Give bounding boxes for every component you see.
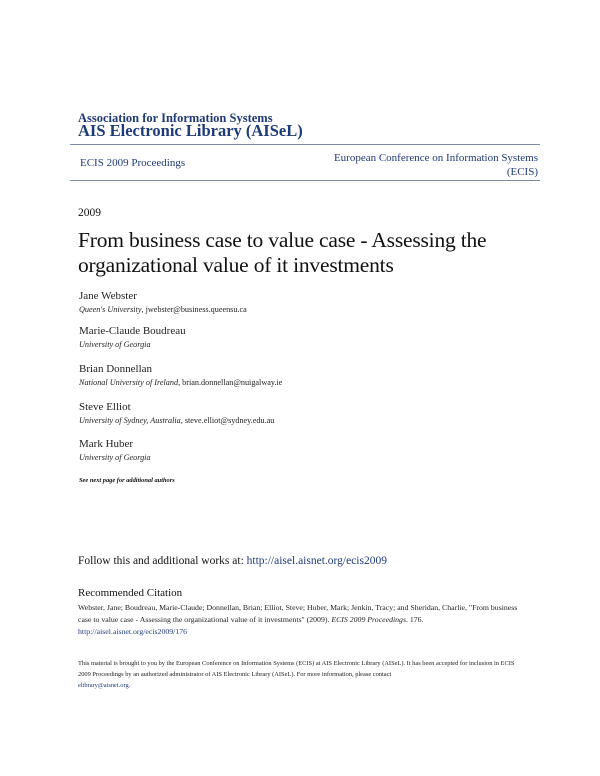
author-affiliation: University of Georgia — [79, 340, 151, 349]
paper-title — [78, 228, 498, 278]
follow-text: Follow this and additional works at: — [78, 555, 247, 567]
recommended-citation-text: Webster, Jane; Boudreau, Marie-Claude; Donnellan, Brian; Elliot, Steve; Huber, Mark; Jenkin, Tracy; and Sheridan, Charlie, "From business case to value case - Assessing the organizational value of it investments" (2009). ECIS 2009 Proceedings. 176. http://aisel.aisnet.org/ecis2009/176 — [78, 603, 518, 636]
collection-link[interactable]: http://aisel.aisnet.org/ecis2009 — [246, 555, 387, 567]
library-name[interactable]: AIS Electronic Library (AISeL) — [78, 121, 303, 140]
author-name: Mark Huber — [79, 438, 134, 450]
conference-line-2: (ECIS) — [506, 166, 538, 178]
title-line-2: organizational value of it investments — [78, 253, 394, 277]
author-name: Brian Donnellan — [79, 363, 153, 375]
author-affiliation: Queen's University, jwebster@business.queensu.ca — [79, 305, 247, 314]
contact-email-link[interactable]: elibrary@aisnet.org — [78, 682, 129, 689]
header-divider-bottom — [70, 180, 540, 181]
author-name: Steve Elliot — [79, 401, 131, 413]
conference-link[interactable] — [278, 151, 538, 179]
author-affiliation: National University of Ireland, brian.donnellan@nuigalway.ie — [79, 378, 283, 387]
citation-link[interactable]: http://aisel.aisnet.org/ecis2009/176 — [78, 627, 187, 636]
author-name: Marie-Claude Boudreau — [79, 325, 186, 337]
author-name: Jane Webster — [79, 290, 137, 302]
publication-year: 2009 — [78, 207, 101, 219]
copyright-notice: This material is brought to you by the European Conference on Information Systems (ECIS) at AIS Electronic Library (AISeL). It has been accepted for inclusion in ECIS 2009 Proceedings by an authorized administrator of AIS Electronic Library (AISeL). For more information, please contact elibrary@aisnet.org. — [78, 660, 515, 689]
association-name: Association for Information Systems — [78, 111, 273, 125]
recommended-citation-heading: Recommended Citation — [78, 587, 183, 599]
conference-line-1: European Conference on Information Systems — [333, 152, 538, 164]
header-divider-top — [70, 144, 540, 145]
additional-authors-link[interactable]: See next page for additional authors — [79, 477, 175, 484]
proceedings-link[interactable]: ECIS 2009 Proceedings — [80, 157, 186, 169]
follow-line — [78, 555, 387, 567]
proceedings-name: ECIS 2009 Proceedings — [331, 615, 406, 624]
author-affiliation: University of Sydney, Australia, steve.elliot@sydney.edu.au — [79, 416, 275, 425]
author-affiliation: University of Georgia — [79, 453, 151, 462]
title-line-1: From business case to value case - Assessing the — [78, 228, 487, 252]
